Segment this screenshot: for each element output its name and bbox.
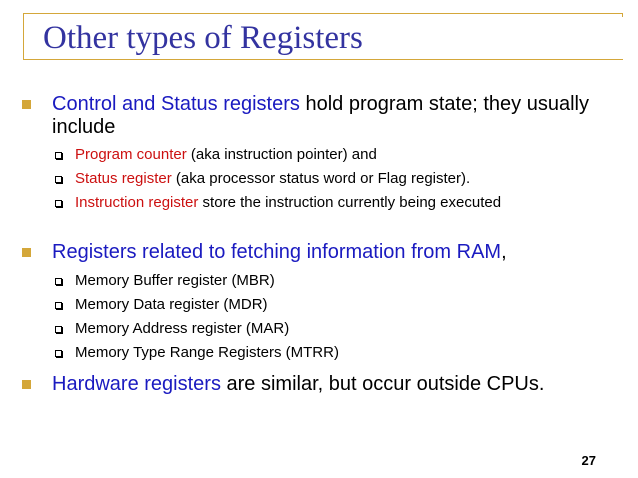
hollow-square-bullet-icon [55, 350, 62, 357]
top-accent-line [23, 13, 623, 14]
sub-item-mtrr [75, 344, 615, 362]
bullet-text: are similar, but occur outside CPUs. [220, 373, 545, 395]
bullet-control-status [52, 93, 622, 139]
sub-item-text: (aka processor status word or Flag register). [171, 170, 471, 187]
bullet-highlight: Control and Status registers [52, 93, 300, 115]
sub-item-text: Memory Address register (MAR) [75, 320, 290, 337]
sub-item-status-register [75, 170, 615, 188]
hollow-square-bullet-icon [55, 176, 62, 183]
sub-item-mdr [75, 296, 615, 314]
bullet-highlight: Hardware registers [52, 373, 221, 395]
right-accent-tick [622, 13, 623, 17]
hollow-square-bullet-icon [55, 200, 62, 207]
bullet-hardware-registers [52, 373, 562, 396]
sub-item-program-counter [75, 146, 615, 164]
sub-item-instruction-register [75, 194, 565, 212]
square-bullet-icon [22, 380, 31, 389]
square-bullet-icon [22, 248, 31, 257]
hollow-square-bullet-icon [55, 152, 62, 159]
title-accent-line [23, 59, 623, 60]
sub-item-mbr [75, 272, 615, 290]
bullet-ram-registers [52, 241, 622, 264]
sub-item-text: store the instruction currently being executed [198, 194, 502, 211]
bullet-text: , [501, 241, 507, 263]
sub-item-highlight: Program counter [75, 146, 187, 163]
sub-item-text: Memory Buffer register (MBR) [75, 272, 275, 289]
sub-item-text: Memory Type Range Registers (MTRR) [75, 344, 339, 361]
sub-item-text: Memory Data register (MDR) [75, 296, 268, 313]
slide-title: Other types of Registers [43, 20, 363, 56]
bullet-text: hold program state; they usually include [52, 93, 589, 138]
sub-item-highlight: Instruction register [75, 194, 199, 211]
hollow-square-bullet-icon [55, 302, 62, 309]
sub-item-highlight: Status register [75, 170, 172, 187]
sub-item-text: (aka instruction pointer) and [186, 146, 377, 163]
square-bullet-icon [22, 100, 31, 109]
left-accent-tick [23, 13, 24, 60]
hollow-square-bullet-icon [55, 326, 62, 333]
bullet-highlight: Registers related to fetching information from RAM [52, 241, 502, 263]
hollow-square-bullet-icon [55, 278, 62, 285]
sub-item-mar [75, 320, 615, 338]
page-number: 27 [581, 453, 596, 468]
